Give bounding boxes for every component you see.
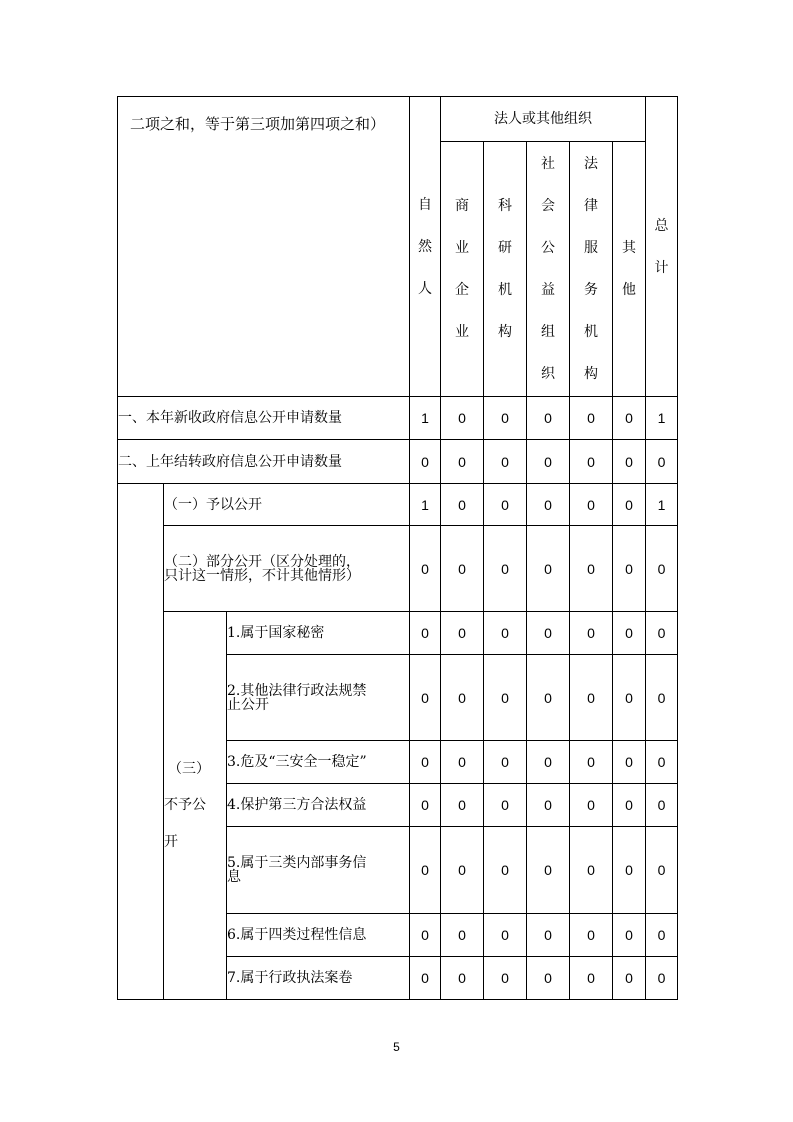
cell-value: 0 <box>441 526 484 612</box>
cell-value: 0 <box>527 914 570 957</box>
cell-value: 0 <box>410 655 441 741</box>
group-label: 法人或其他组织 <box>494 111 593 127</box>
col-total <box>646 97 678 397</box>
row-label: 二、上年结转政府信息公开申请数量 <box>118 440 410 484</box>
cell-value: 0 <box>484 957 527 1000</box>
cell-value: 0 <box>484 526 527 612</box>
col-char: 律 <box>584 198 599 214</box>
cell-value: 0 <box>570 914 613 957</box>
col-char: 会 <box>541 198 556 214</box>
row-label-line: 止公开 <box>227 696 269 713</box>
cell-value: 0 <box>484 784 527 827</box>
cell-value: 0 <box>646 526 678 612</box>
cell-value: 1 <box>410 484 441 526</box>
row-label: 4.保护第三方合法权益 <box>227 784 410 827</box>
cell-value: 0 <box>527 612 570 655</box>
cell-value: 0 <box>613 784 646 827</box>
table-row <box>118 526 678 612</box>
not-open-label <box>164 612 227 1000</box>
cell-value: 0 <box>410 914 441 957</box>
row-label: 1.属于国家秘密 <box>227 612 410 655</box>
col-char: 业 <box>455 324 470 340</box>
cell-value: 0 <box>570 526 613 612</box>
cell-value: 0 <box>570 827 613 914</box>
cell-value: 0 <box>484 655 527 741</box>
not-open-line: 不予公 <box>164 797 206 814</box>
col-char: 总 <box>654 217 669 234</box>
table-row <box>118 612 678 655</box>
cell-value: 0 <box>570 957 613 1000</box>
cell-value: 0 <box>441 741 484 784</box>
cell-value: 0 <box>441 827 484 914</box>
cell-value: 0 <box>527 484 570 526</box>
cell-value: 0 <box>484 612 527 655</box>
col-social <box>527 142 570 397</box>
cell-value: 0 <box>527 741 570 784</box>
row-label: 7.属于行政执法案卷 <box>227 957 410 1000</box>
cell-value: 0 <box>410 440 441 484</box>
col-char: 服 <box>584 240 599 256</box>
col-legal <box>570 142 613 397</box>
cell-value: 0 <box>484 827 527 914</box>
cell-value: 0 <box>646 440 678 484</box>
col-other <box>613 142 646 397</box>
cell-value: 0 <box>484 484 527 526</box>
col-char: 其 <box>622 240 637 256</box>
row-label: 3.危及“三安全一稳定” <box>227 741 410 784</box>
cell-value: 0 <box>527 655 570 741</box>
col-char: 研 <box>498 240 513 256</box>
cell-value: 0 <box>441 397 484 440</box>
cell-value: 0 <box>646 612 678 655</box>
cell-value: 0 <box>441 957 484 1000</box>
col-char: 构 <box>584 366 599 382</box>
cell-value: 0 <box>527 526 570 612</box>
col-char: 企 <box>455 282 470 298</box>
row-label <box>164 526 410 612</box>
col-char: 业 <box>455 240 470 256</box>
cell-value: 1 <box>410 397 441 440</box>
col-char: 机 <box>498 282 513 298</box>
cell-value: 0 <box>441 784 484 827</box>
col-char: 机 <box>584 324 599 340</box>
col-commercial <box>441 142 484 397</box>
table-row <box>118 484 678 526</box>
cell-value: 0 <box>527 397 570 440</box>
row-label: 6.属于四类过程性信息 <box>227 914 410 957</box>
table-row <box>118 440 678 484</box>
cell-value: 0 <box>410 784 441 827</box>
row-label-line: 2.其他法律行政法规禁 <box>227 682 367 699</box>
table-row <box>118 397 678 440</box>
group-header <box>441 97 646 142</box>
cell-value: 0 <box>410 741 441 784</box>
cell-value: 1 <box>646 397 678 440</box>
not-open-line: 开 <box>164 833 178 850</box>
cell-value: 0 <box>646 827 678 914</box>
row-label-line: 只计这一情形，不计其他情形） <box>164 567 360 584</box>
cell-value: 0 <box>570 741 613 784</box>
header-title-cell <box>118 97 410 397</box>
row-label-line: 5.属于三类内部事务信 <box>227 855 367 871</box>
cell-value: 0 <box>613 914 646 957</box>
col-char: 计 <box>654 259 669 276</box>
cell-value: 0 <box>613 741 646 784</box>
cell-value: 0 <box>441 440 484 484</box>
col-char: 自 <box>418 196 433 213</box>
col-char: 科 <box>498 198 513 214</box>
col-natural-person <box>410 97 441 397</box>
col-char: 然 <box>418 238 433 255</box>
col-char: 社 <box>541 156 556 172</box>
cell-value: 0 <box>484 914 527 957</box>
cell-value: 0 <box>527 440 570 484</box>
cell-value: 0 <box>613 526 646 612</box>
cell-value: 0 <box>441 484 484 526</box>
col-char: 益 <box>541 282 556 298</box>
cell-value: 0 <box>410 612 441 655</box>
col-char: 公 <box>541 240 556 256</box>
col-char: 务 <box>584 282 599 298</box>
row-label: 一、本年新收政府信息公开申请数量 <box>118 397 410 440</box>
cell-value: 0 <box>527 957 570 1000</box>
not-open-line: （三） <box>168 760 210 777</box>
cell-value: 0 <box>527 827 570 914</box>
cell-value: 0 <box>527 784 570 827</box>
cell-value: 0 <box>570 784 613 827</box>
cell-value: 0 <box>570 397 613 440</box>
cell-value: 0 <box>570 484 613 526</box>
cell-value: 0 <box>613 957 646 1000</box>
cell-value: 0 <box>613 397 646 440</box>
col-char: 织 <box>541 366 556 382</box>
col-char: 他 <box>622 282 637 298</box>
row-label-line: 息 <box>227 869 241 885</box>
page-number: 5 <box>393 1040 400 1054</box>
header-title: 二项之和，等于第三项加第四项之和） <box>130 115 386 133</box>
row-label <box>227 655 410 741</box>
row-label: （一）予以公开 <box>164 484 410 526</box>
cell-value: 0 <box>441 655 484 741</box>
cell-value: 0 <box>613 827 646 914</box>
col-char: 组 <box>541 324 556 340</box>
cell-value: 0 <box>410 957 441 1000</box>
cell-value: 0 <box>410 827 441 914</box>
col-char: 构 <box>498 324 513 340</box>
cell-value: 0 <box>646 655 678 741</box>
cell-value: 0 <box>613 655 646 741</box>
blank-indent-cell <box>118 484 164 1000</box>
cell-value: 0 <box>646 914 678 957</box>
row-label <box>227 827 410 914</box>
col-research <box>484 142 527 397</box>
cell-value: 0 <box>410 526 441 612</box>
cell-value: 0 <box>441 914 484 957</box>
cell-value: 0 <box>570 655 613 741</box>
cell-value: 0 <box>441 612 484 655</box>
cell-value: 0 <box>613 440 646 484</box>
cell-value: 0 <box>484 440 527 484</box>
col-char: 法 <box>584 156 599 172</box>
col-char: 人 <box>418 280 433 297</box>
col-char: 商 <box>455 198 470 214</box>
cell-value: 0 <box>646 741 678 784</box>
cell-value: 0 <box>570 440 613 484</box>
statistics-table <box>117 96 678 1000</box>
cell-value: 0 <box>484 741 527 784</box>
cell-value: 0 <box>646 784 678 827</box>
row-label-line: （二）部分公开（区分处理的， <box>164 553 360 570</box>
cell-value: 0 <box>646 957 678 1000</box>
cell-value: 0 <box>613 612 646 655</box>
cell-value: 0 <box>613 484 646 526</box>
cell-value: 0 <box>484 397 527 440</box>
cell-value: 0 <box>570 612 613 655</box>
cell-value: 1 <box>646 484 678 526</box>
